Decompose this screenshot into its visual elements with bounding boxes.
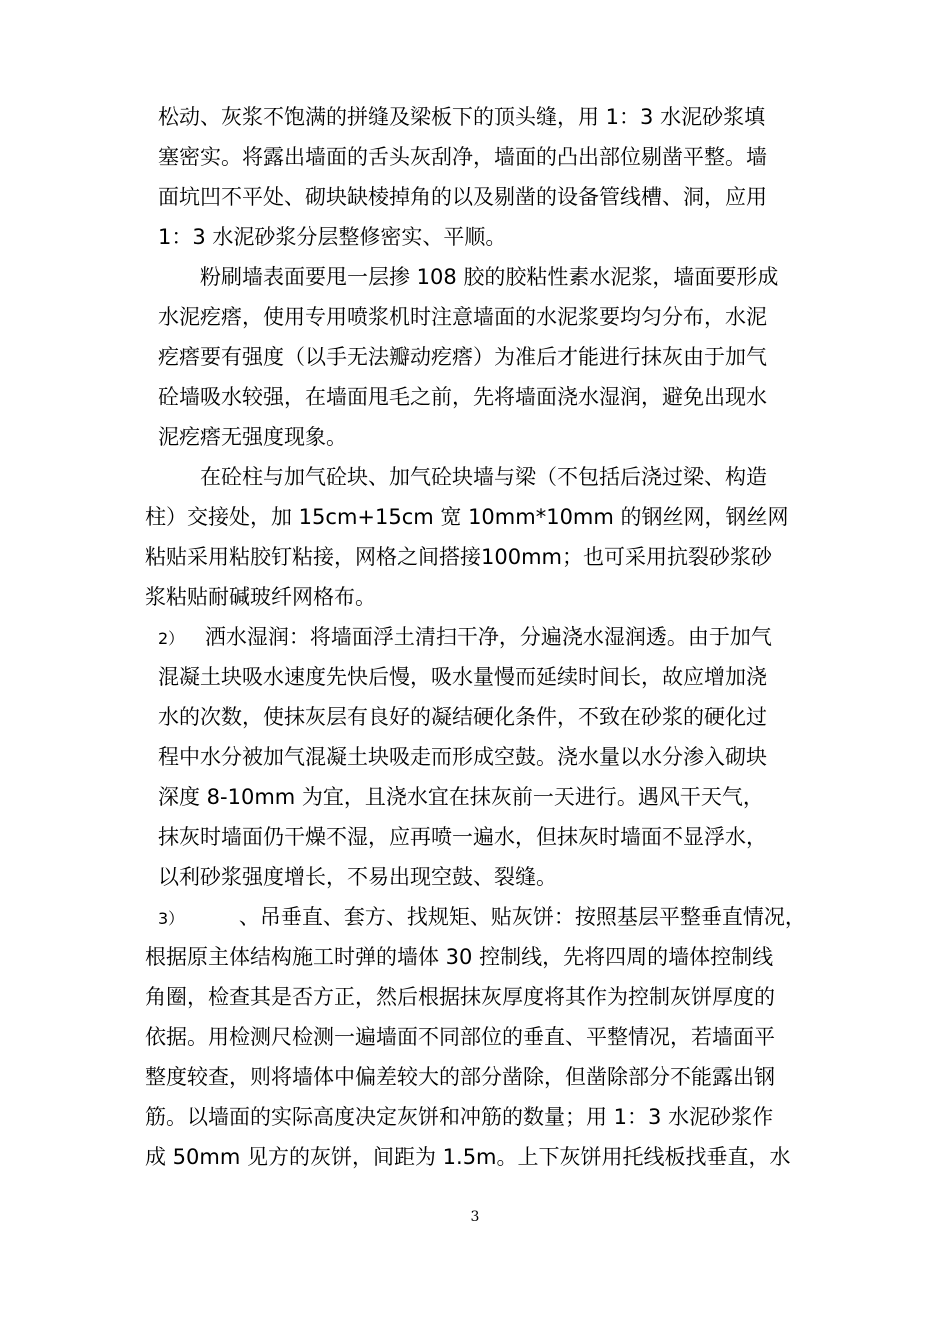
text-line: 塞密实。将露出墙面的舌头灰刮净，墙面的凸出部位剔凿平整。墙 [158,145,767,169]
list-marker: 3） [158,909,185,928]
text-line: 成 50mm 见方的灰饼，间距为 1.5m。上下灰饼用托线板找垂直，水 [145,1145,791,1169]
list-item-line [158,623,772,653]
text-line: 抹灰时墙面仍干燥不湿，应再喷一遍水，但抹灰时墙面不显浮水， [158,825,767,849]
list-item-text: 洒水湿润：将墙面浮土清扫干净，分遍浇水湿润透。由于加气 [204,625,772,649]
text-line: 泥疙瘩无强度现象。 [158,425,347,449]
text-line: 疙瘩要有强度（以手无法瓣动疙瘩）为准后才能进行抹灰由于加气 [158,345,767,369]
text-line: 粘贴采用粘胶钉粘接，网格之间搭接100mm；也可采用抗裂砂浆砂 [145,545,772,569]
text-line: 浆粘贴耐碱玻纤网格布。 [145,585,376,609]
text-line: 粉刷墙表面要甩一层掺 108 胶的胶粘性素水泥浆，墙面要形成 [200,265,779,289]
text-line: 整度较查，则将墙体中偏差较大的部分凿除，但凿除部分不能露出钢 [145,1065,775,1089]
page-number: 3 [470,1209,480,1225]
text-line: 松动、灰浆不饱满的拼缝及梁板下的顶头缝，用 1：3 水泥砂浆填 [158,105,766,129]
text-line: 依据。用检测尺检测一遍墙面不同部位的垂直、平整情况，若墙面平 [145,1025,775,1049]
text-line: 在砼柱与加气砼块、加气砼块墙与梁（不包括后浇过梁、构造 [200,465,767,489]
text-line: 角圈，检查其是否方正，然后根据抹灰厚度将其作为控制灰饼厚度的 [145,985,775,1009]
text-line: 1：3 水泥砂浆分层整修密实、平顺。 [158,225,507,249]
text-line: 混凝土块吸水速度先快后慢，吸水量慢而延续时间长，故应增加浇 [158,665,767,689]
text-line: 根据原主体结构施工时弹的墙体 30 控制线，先将四周的墙体控制线 [145,945,774,969]
text-line: 程中水分被加气混凝土块吸走而形成空鼓。浇水量以水分渗入砌块 [158,745,767,769]
text-line: 以利砂浆强度增长，不易出现空鼓、裂缝。 [158,865,557,889]
text-line: 砼墙吸水较强，在墙面甩毛之前，先将墙面浇水湿润，避免出现水 [158,385,767,409]
text-line: 面坑凹不平处、砌块缺棱掉角的以及剔凿的设备管线槽、洞，应用 [158,185,767,209]
text-line: 柱）交接处，加 15cm+15cm 宽 10mm*10mm 的钢丝网，钢丝网 [145,505,789,529]
list-item-line [158,903,806,933]
text-line: 筋。以墙面的实际高度决定灰饼和冲筋的数量；用 1：3 水泥砂浆作 [145,1105,774,1129]
list-marker: 2） [158,629,185,648]
text-line: 水泥疙瘩，使用专用喷浆机时注意墙面的水泥浆要均匀分布，水泥 [158,305,767,329]
list-item-text: 、吊垂直、套方、找规矩、贴灰饼：按照基层平整垂直情况， [238,905,806,929]
text-line: 水的次数，使抹灰层有良好的凝结硬化条件，不致在砂浆的硬化过 [158,705,767,729]
text-line: 深度 8-10mm 为宜，且浇水宜在抹灰前一天进行。遇风干天气， [158,785,764,809]
